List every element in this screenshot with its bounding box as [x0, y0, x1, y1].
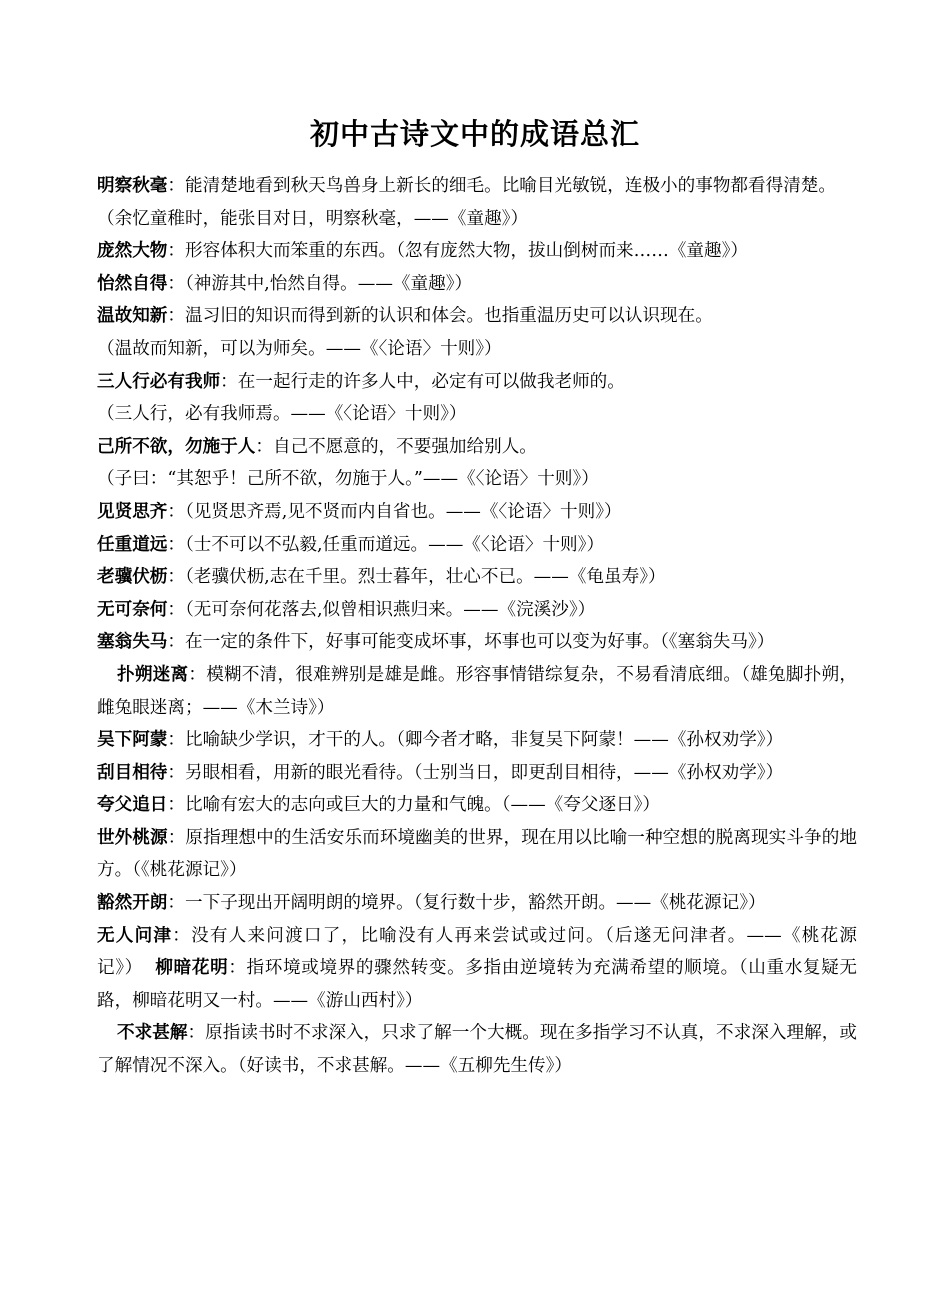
entry-text: 在一起行走的许多人中，必定有可以做我老师的。	[237, 371, 625, 392]
entry-text: 原指理想中的生活安乐而环境幽美的世界，现在用以比喻一种空想的脱离现实斗争的地方。（《桃花源记》）	[97, 827, 857, 881]
entry-term: 夸父追日	[97, 794, 168, 816]
entry-text: （温故而知新，可以为师矣。——《〈论语〉十则》）	[97, 338, 502, 359]
entry-term: 见贤思齐	[97, 500, 168, 522]
entry-shiwaitaoyuan	[97, 822, 857, 887]
entry-sep: ：	[228, 958, 247, 979]
entry-sep: ：	[188, 664, 207, 685]
document-body	[97, 170, 857, 1083]
entry-text: （余忆童稚时，能张目对日，明察秋毫，——《童趣》）	[97, 208, 529, 229]
entry-term: 扑朔迷离	[117, 663, 189, 685]
entry-text: （士不可以不弘毅,任重而道远。——《〈论语〉十则》）	[185, 534, 605, 555]
entry-saiwengshima	[97, 626, 857, 659]
entry-term: 任重道远	[97, 533, 168, 555]
entry-text: 在一定的条件下，好事可能变成坏事，坏事也可以变为好事。（《塞翁失马》）	[185, 632, 775, 653]
entry-jianxiansiqi	[97, 496, 857, 529]
entry-pushuomili	[97, 659, 857, 724]
page-title: 初中古诗文中的成语总汇	[309, 117, 640, 151]
entry-text: 自己不愿意的，不要强加给别人。	[272, 436, 537, 457]
entry-term: 怡然自得	[97, 272, 168, 294]
entry-sep: ：	[167, 599, 185, 620]
entry-sep: ：	[167, 501, 185, 522]
entry-term: 明察秋毫	[97, 175, 168, 196]
entry-text: 形容体积大而笨重的东西。（忽有庞然大物，拔山倒树而来……《童趣》）	[185, 241, 748, 262]
entry-sanrenxing	[97, 366, 857, 399]
entry-term: 无人问津	[97, 924, 173, 946]
entry-term-liuanhuaming: 柳暗花明	[155, 957, 229, 979]
entry-source-line	[97, 463, 857, 496]
entry-text: 没有人来问渡口了，比喻没有人再来尝试或过问。（后遂无问津者。——《桃花源记》）	[97, 925, 857, 979]
entry-renzhongdaoyuan	[97, 529, 857, 562]
entry-sep: ：	[172, 925, 192, 946]
entry-text: （无可奈何花落去,似曾相识燕归来。——《浣溪沙》）	[185, 599, 596, 620]
entry-pangrandawu	[97, 235, 857, 268]
entry-term: 吴下阿蒙	[97, 729, 168, 751]
entry-sep: ：	[167, 273, 185, 294]
entry-sep: ：	[167, 176, 185, 196]
entry-sep: ：	[167, 730, 185, 751]
entry-term: 世外桃源	[97, 826, 168, 848]
entry-term: 老骥伏枥	[97, 566, 168, 588]
entry-text: 指环境或境界的骤然转变。多指由逆境转为充满希望的顺境。（山重水复疑无路，柳暗花明又一村。——《游山西村》）	[97, 958, 857, 1011]
entry-wuxiaameng	[97, 724, 857, 757]
entry-sep: ：	[167, 827, 186, 848]
entry-term: 温故知新	[97, 305, 168, 327]
entry-text: 原指读书时不求深入，只求了解一个大概。现在多指学习不认真，不求深入理解，或了解情况不深入。（好读书，不求甚解。——《五柳先生传》）	[97, 1023, 857, 1077]
entry-kuafuzhuiri	[97, 789, 857, 822]
entry-sep: ：	[167, 762, 185, 783]
entry-term: 豁然开朗	[97, 892, 168, 914]
entry-sep: ：	[167, 306, 185, 327]
entry-text: 能清楚地看到秋天鸟兽身上新长的细毛。比喻目光敏锐，连极小的事物都看得清楚。	[185, 176, 836, 196]
entry-text: 温习旧的知识而得到新的认识和体会。也指重温历史可以认识现在。	[185, 306, 713, 327]
entry-sep: ：	[167, 893, 185, 914]
entry-sep: ：	[167, 795, 185, 816]
entry-source-line	[97, 203, 857, 236]
entry-text: 另眼相看，用新的眼光看待。（士别当日，即更刮目相待，——《孙权劝学》）	[185, 762, 784, 783]
entry-sep: ：	[167, 632, 185, 653]
entry-laojifuli	[97, 561, 857, 594]
entry-sep: ：	[167, 241, 185, 262]
entry-term: 三人行必有我师	[97, 370, 221, 392]
entry-text: 模糊不清，很难辨别是雄是雌。形容事情错综复杂，不易看清底细。（雄兔脚扑朔，雌兔眼迷离；——《木兰诗》）	[97, 664, 857, 718]
entry-sep: ：	[220, 371, 238, 392]
entry-sep: ：	[167, 567, 185, 588]
entry-term: 庞然大物	[97, 240, 168, 262]
entry-text: （老骥伏枥,志在千里。烈士暮年，壮心不已。——《龟虽寿》）	[185, 567, 666, 588]
entry-text: （神游其中,怡然自得。——《童趣》）	[185, 273, 473, 294]
entry-sep: ：	[255, 436, 273, 457]
entry-huoran	[97, 887, 857, 920]
entry-term: 刮目相待	[97, 761, 168, 783]
entry-wenguzhixin	[97, 300, 857, 333]
entry-buqiushenjie	[97, 1017, 857, 1082]
entry-guamuxiangdai	[97, 757, 857, 790]
entry-term: 己所不欲，勿施于人	[97, 435, 256, 457]
entry-source-line	[97, 398, 857, 431]
entry-sep: ：	[167, 534, 185, 555]
entry-term: 不求甚解	[117, 1022, 188, 1044]
entry-text: 比喻缺少学识，才干的人。（卿今者才略，非复吴下阿蒙！——《孙权劝学》）	[185, 730, 784, 751]
entry-sep: ：	[187, 1023, 206, 1044]
entry-mingchaqiuhao	[97, 170, 857, 203]
entry-jisuobuyu	[97, 431, 857, 464]
entry-wukenaihe	[97, 594, 857, 627]
entry-text: 一下子现出开阔明朗的境界。（复行数十步，豁然开朗。——《桃花源记》）	[185, 893, 766, 914]
entry-source-line	[97, 333, 857, 366]
entry-yiranzide	[97, 268, 857, 301]
entry-text: 比喻有宏大的志向或巨大的力量和气魄。（——《夸父逐日》）	[185, 795, 661, 816]
entry-wurenwenjin	[97, 920, 857, 1018]
entry-text: （三人行，必有我师焉。——《〈论语〉十则》）	[97, 404, 467, 425]
entry-text: （见贤思齐焉,见不贤而内自省也。——《〈论语〉十则》）	[185, 501, 622, 522]
entry-text: （子曰：“其恕乎！己所不欲，勿施于人。”——《〈论语〉十则》）	[97, 469, 599, 490]
entry-term: 塞翁失马	[97, 631, 168, 653]
entry-term: 无可奈何	[97, 598, 168, 620]
